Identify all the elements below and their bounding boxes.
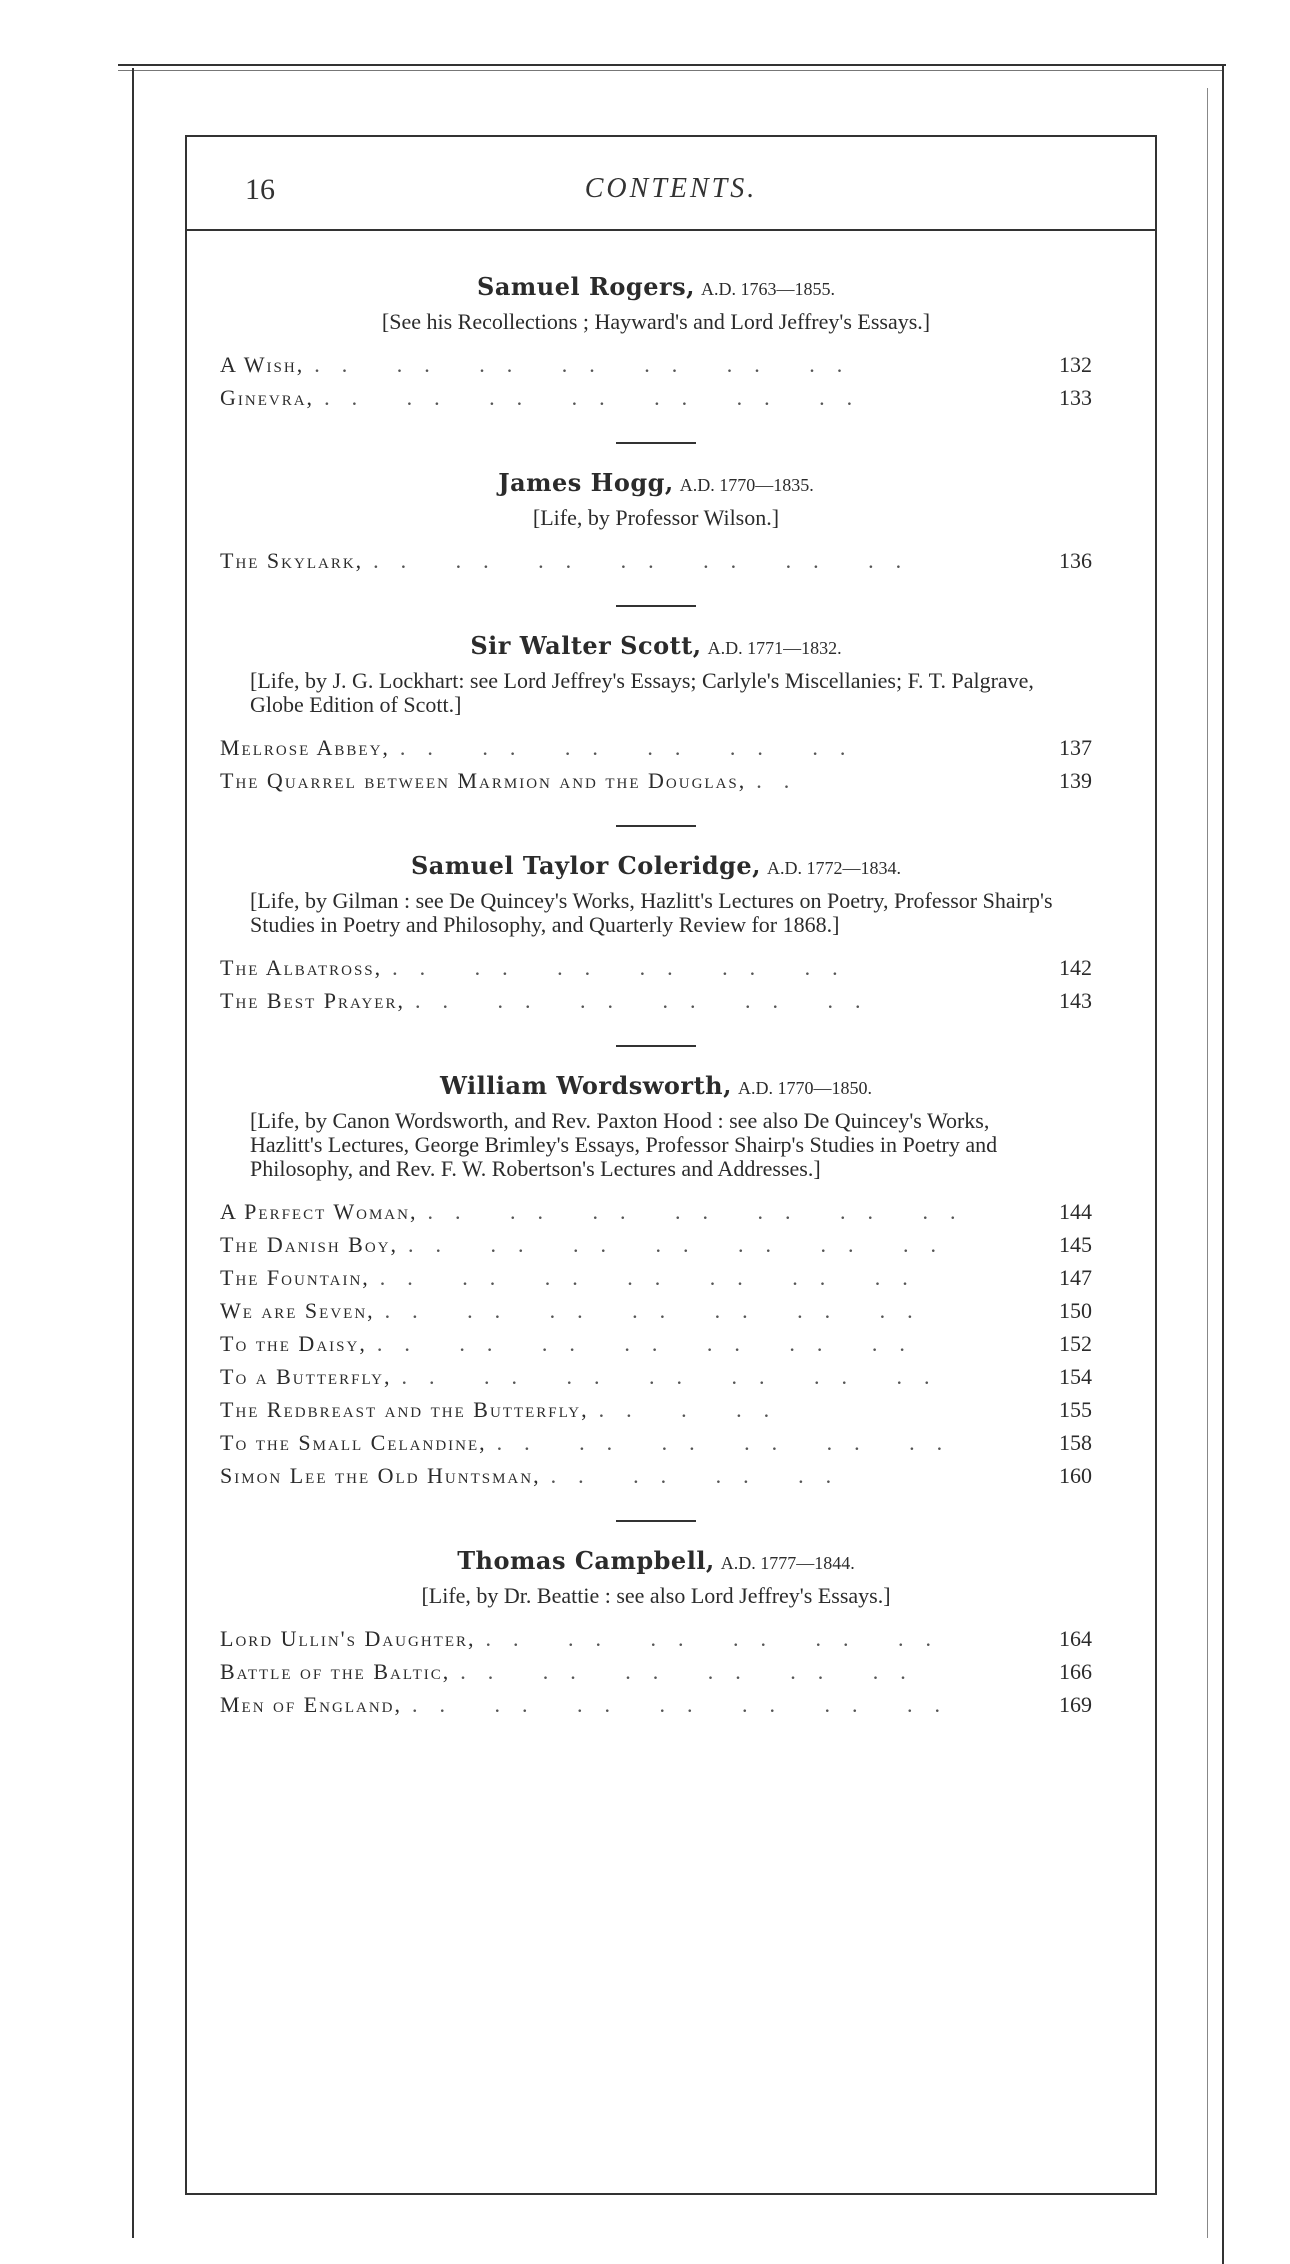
dot-leaders: .. .. .. .. .. .. ..	[384, 1298, 935, 1323]
author-section	[220, 1544, 1092, 1721]
author-dates: A.D. 1772—1834.	[767, 858, 902, 878]
entry-page-number: 133	[1059, 385, 1092, 410]
entry-page-number: 169	[1059, 1692, 1092, 1717]
entry-title: To a Butterfly,	[220, 1364, 392, 1389]
entry-page-number: 145	[1059, 1232, 1092, 1257]
author-references: [Life, by Canon Wordsworth, and Rev. Paxton Hood : see also De Quincey's Works, Hazlitt's Lectures, George Brimley's Essays, Professor Shairp's Studies in Poetry and Philosophy, and Rev. F. W. Robertson's Lectures and Addresses.]	[250, 1108, 998, 1181]
dot-leaders: .. .. .. .. .. .. ..	[427, 1199, 978, 1224]
author-name: Samuel Rogers,	[477, 272, 695, 301]
section-divider	[616, 1520, 696, 1522]
dot-leaders: .. .. .. .. .. ..	[392, 955, 860, 980]
entry-page-number: 150	[1059, 1298, 1092, 1323]
dot-leaders: .. .. .. .. .. ..	[496, 1430, 965, 1455]
author-dates: A.D. 1770—1850.	[737, 1078, 872, 1098]
entry-page-number: 143	[1059, 988, 1092, 1013]
author-dates: A.D. 1770—1835.	[679, 475, 814, 495]
entry-page-number: 136	[1059, 548, 1092, 573]
dot-leaders: .. .. .. .. .. ..	[414, 988, 883, 1013]
author-heading	[220, 1069, 1092, 1105]
dot-leaders: .. .. .. .. .. ..	[460, 1659, 928, 1684]
contents-entry[interactable]	[220, 731, 1092, 764]
entry-page-number: 155	[1059, 1397, 1092, 1422]
entry-title: Ginevra,	[220, 385, 315, 410]
contents-entry[interactable]	[220, 348, 1092, 381]
section-divider	[616, 825, 696, 827]
author-heading	[220, 849, 1092, 885]
entry-title: Battle of the Baltic,	[220, 1659, 451, 1684]
entry-title: The Albatross,	[220, 955, 383, 980]
section-divider	[616, 1045, 696, 1047]
dot-leaders: .. .. .. ..	[550, 1463, 854, 1488]
contents-entry[interactable]	[220, 1294, 1092, 1327]
entry-title: The Fountain,	[220, 1265, 370, 1290]
author-section	[220, 466, 1092, 577]
contents-entry[interactable]	[220, 1393, 1092, 1426]
entry-page-number: 147	[1059, 1265, 1092, 1290]
dot-leaders: .. .. .. .. .. .. ..	[373, 548, 924, 573]
entry-title: Melrose Abbey,	[220, 735, 390, 760]
dot-leaders: .. .. .. .. .. ..	[485, 1626, 954, 1651]
author-name: James Hogg,	[498, 468, 674, 497]
author-dates: A.D. 1777—1844.	[720, 1553, 855, 1573]
scan-frame-top	[118, 64, 1226, 66]
scan-frame-right	[1222, 64, 1224, 2264]
contents-entry[interactable]	[220, 1228, 1092, 1261]
author-section	[220, 629, 1092, 797]
contents-entry[interactable]	[220, 1327, 1092, 1360]
author-heading	[220, 629, 1092, 665]
contents-entry[interactable]	[220, 951, 1092, 984]
author-references: [Life, by J. G. Lockhart: see Lord Jeffrey's Essays; Carlyle's Miscellanies; F. T. Palgrave, Globe Edition of Scott.]	[250, 668, 1034, 717]
entry-title: A Wish,	[220, 352, 305, 377]
running-title: CONTENTS.	[584, 173, 758, 204]
contents-entry[interactable]	[220, 544, 1092, 577]
contents-entry[interactable]	[220, 1622, 1092, 1655]
contents-entry[interactable]	[220, 1195, 1092, 1228]
entry-title: The Danish Boy,	[220, 1232, 398, 1257]
entry-page-number: 137	[1059, 735, 1092, 760]
contents-entry[interactable]	[220, 1655, 1092, 1688]
contents-entry[interactable]	[220, 1360, 1092, 1393]
entry-title: To the Daisy,	[220, 1331, 367, 1356]
entry-page-number: 139	[1059, 768, 1092, 793]
contents-entry[interactable]	[220, 1426, 1092, 1459]
entry-page-number: 132	[1059, 352, 1092, 377]
dot-leaders: .. .. .. .. .. ..	[399, 735, 868, 760]
contents-entry[interactable]	[220, 764, 1092, 797]
entry-title: The Skylark,	[220, 548, 364, 573]
dot-leaders: ..	[756, 768, 812, 793]
author-dates: A.D. 1763—1855.	[700, 279, 835, 299]
entry-page-number: 144	[1059, 1199, 1092, 1224]
author-references: [Life, by Gilman : see De Quincey's Works, Hazlitt's Lectures on Poetry, Professor Shairp's Studies in Poetry and Philosophy, and Quarterly Review for 1868.]	[250, 888, 1053, 937]
dot-leaders: .. .. .. .. .. .. ..	[408, 1232, 958, 1257]
author-name: Sir Walter Scott,	[470, 631, 702, 660]
author-section	[220, 270, 1092, 414]
dot-leaders: .. .. .. .. .. .. ..	[324, 385, 875, 410]
entry-page-number: 142	[1059, 955, 1092, 980]
scan-frame-right-inner	[1207, 88, 1208, 2238]
dot-leaders: .. .. .. .. .. .. ..	[376, 1331, 927, 1356]
entry-page-number: 160	[1059, 1463, 1092, 1488]
entry-page-number: 164	[1059, 1626, 1092, 1651]
scan-frame-top-inner	[118, 70, 1222, 71]
entry-title: To the Small Celandine,	[220, 1430, 487, 1455]
dot-leaders: .. .. .. .. .. .. ..	[314, 352, 865, 377]
dot-leaders: .. .. .. .. .. .. ..	[401, 1364, 952, 1389]
contents-list	[220, 270, 1092, 1749]
contents-entry[interactable]	[220, 984, 1092, 1017]
author-heading	[220, 1544, 1092, 1580]
entry-title: The Quarrel between Marmion and the Douglas,	[220, 768, 747, 793]
contents-entry[interactable]	[220, 1688, 1092, 1721]
author-references: [See his Recollections ; Hayward's and Lord Jeffrey's Essays.]	[381, 309, 931, 334]
page-header	[187, 137, 1155, 231]
entry-page-number: 158	[1059, 1430, 1092, 1455]
section-divider	[616, 442, 696, 444]
entry-title: Simon Lee the Old Huntsman,	[220, 1463, 541, 1488]
entry-page-number: 166	[1059, 1659, 1092, 1684]
author-heading	[220, 466, 1092, 502]
entry-title: Lord Ullin's Daughter,	[220, 1626, 476, 1651]
page-number: 16	[245, 173, 275, 206]
dot-leaders: .. .. .. .. .. .. ..	[379, 1265, 930, 1290]
entry-title: Men of England,	[220, 1692, 402, 1717]
scan-frame-left	[132, 68, 134, 2238]
book-page	[185, 135, 1157, 2195]
author-name: William Wordsworth,	[440, 1071, 732, 1100]
contents-entry[interactable]	[220, 1459, 1092, 1492]
contents-entry[interactable]	[220, 381, 1092, 414]
section-divider	[616, 605, 696, 607]
entry-title: A Perfect Woman,	[220, 1199, 418, 1224]
author-references: [Life, by Dr. Beattie : see also Lord Jeffrey's Essays.]	[421, 1583, 891, 1608]
entry-title: The Redbreast and the Butterfly,	[220, 1397, 589, 1422]
contents-entry[interactable]	[220, 1261, 1092, 1294]
author-references: [Life, by Professor Wilson.]	[532, 505, 780, 530]
entry-page-number: 152	[1059, 1331, 1092, 1356]
entry-title: We are Seven,	[220, 1298, 375, 1323]
author-name: Samuel Taylor Coleridge,	[410, 851, 762, 880]
author-dates: A.D. 1771—1832.	[707, 638, 842, 658]
entry-title: The Best Prayer,	[220, 988, 405, 1013]
author-name: Thomas Campbell,	[457, 1546, 715, 1575]
author-heading	[220, 270, 1092, 306]
entry-page-number: 154	[1059, 1364, 1092, 1389]
author-section	[220, 1069, 1092, 1492]
dot-leaders: .. .. .. .. .. .. ..	[412, 1692, 962, 1717]
dot-leaders: .. . ..	[598, 1397, 792, 1422]
author-section	[220, 849, 1092, 1017]
